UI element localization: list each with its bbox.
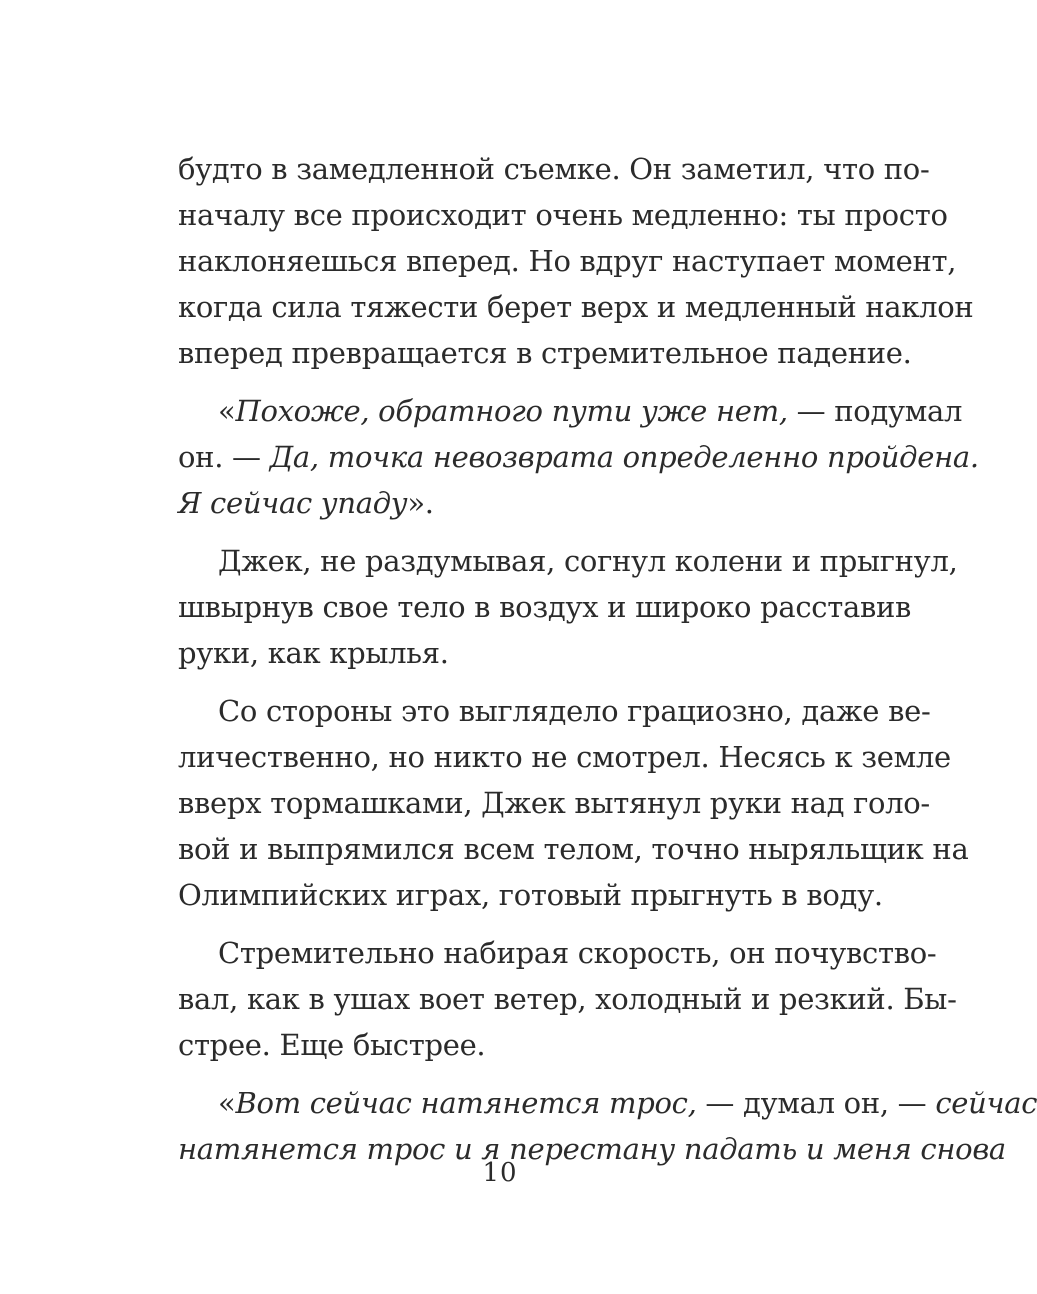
text-line: вой и выпрямился всем телом, точно ныряльщик на bbox=[178, 832, 969, 866]
text-line: наклоняешься вперед. Но вдруг наступает момент, bbox=[178, 244, 957, 278]
text-line: Стремительно набирая скорость, он почувство- bbox=[218, 936, 937, 970]
body-text bbox=[178, 146, 1037, 1172]
text-line: Со стороны это выглядело грациозно, даже ве- bbox=[218, 694, 931, 728]
text-line: началу все происходит очень медленно: ты просто bbox=[178, 198, 948, 232]
attribution: — подумал bbox=[787, 394, 963, 428]
text-line bbox=[178, 480, 884, 526]
text-line: вал, как в ушах воет ветер, холодный и резкий. Бы- bbox=[178, 982, 957, 1016]
text-line: натянется трос и я перестану падать и меня снова bbox=[178, 1132, 1006, 1166]
quote-open: « bbox=[218, 1086, 236, 1120]
attribution: — думал он, — bbox=[696, 1086, 936, 1120]
text-line: стрее. Еще быстрее. bbox=[178, 1028, 486, 1062]
text-line: личественно, но никто не смотрел. Несясь к земле bbox=[178, 740, 951, 774]
text-line: когда сила тяжести берет верх и медленный наклон bbox=[178, 290, 974, 324]
thought-text: Я сейчас упаду bbox=[178, 486, 408, 520]
text-line: вперед превращается в стремительное падение. bbox=[178, 336, 912, 370]
text-line: вверх тормашками, Джек вытянул руки над голо- bbox=[178, 786, 930, 820]
thought-text: Вот сейчас натянется трос, bbox=[235, 1086, 697, 1120]
text-line bbox=[178, 388, 963, 434]
text-line: Олимпийских играх, готовый прыгнуть в воду. bbox=[178, 878, 883, 912]
thought-text: сейчас bbox=[935, 1086, 1037, 1120]
text-line bbox=[178, 1080, 1037, 1126]
text-line: швырнув свое тело в воздух и широко расставив bbox=[178, 590, 912, 624]
text-line: будто в замедленной съемке. Он заметил, что по- bbox=[178, 152, 930, 186]
quote-close: ». bbox=[407, 486, 434, 520]
text-line bbox=[178, 434, 979, 480]
page-number: 10 bbox=[482, 1158, 518, 1188]
quote-open: « bbox=[218, 394, 236, 428]
attribution: он. — bbox=[178, 440, 270, 474]
thought-text: Похоже, обратного пути уже нет, bbox=[235, 394, 788, 428]
text-line: руки, как крылья. bbox=[178, 636, 449, 670]
text-line: Джек, не раздумывая, согнул колени и прыгнул, bbox=[218, 544, 958, 578]
thought-text: Да, точка невозврата определенно пройдена. bbox=[269, 440, 979, 474]
